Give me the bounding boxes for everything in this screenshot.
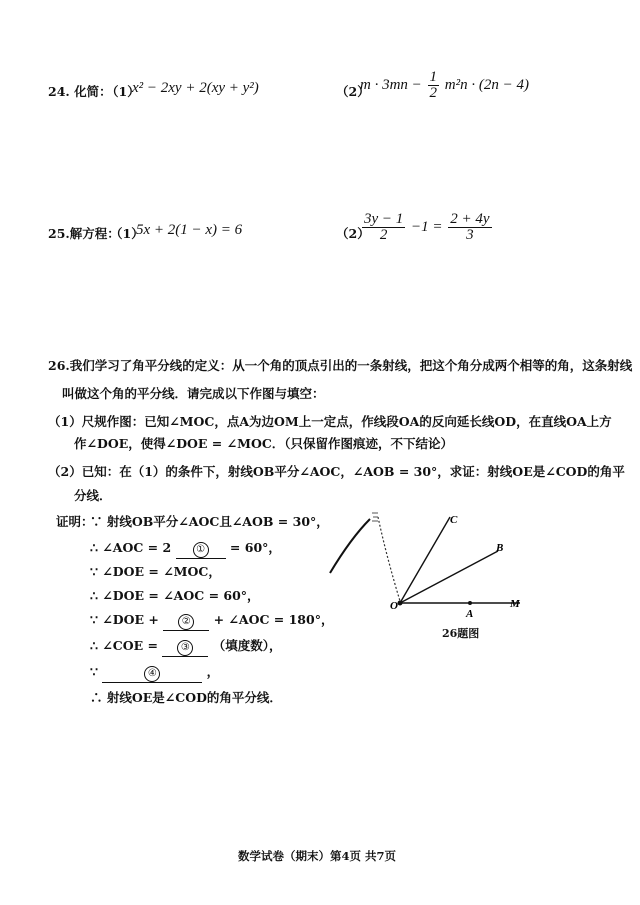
q24-part2-expression <box>360 70 529 101</box>
proof-line-1: ∵ 射线OB平分∠AOC且∠AOB = 30°， <box>90 514 329 529</box>
q24-part2-fraction <box>428 70 440 101</box>
page-footer: 数学试卷（期末）第4页 共7页 <box>238 849 397 863</box>
proof-label: 证明： <box>56 514 94 529</box>
q25-part1-number: （1） <box>110 226 144 241</box>
proof-line-6 <box>90 636 281 657</box>
proof-line-7-a: ∵ <box>90 664 98 679</box>
q24-part2-frac-den: 2 <box>429 85 438 101</box>
q26-intro-line2: 叫做这个角的平分线．请完成以下作图与填空： <box>62 386 325 401</box>
blank-1-marker: ① <box>193 542 209 558</box>
q25-part1-expression: 5x + 2(1 − x) = 6 <box>136 222 243 238</box>
q25-frac-left-num: 3y − 1 <box>364 211 404 227</box>
proof-line-3: ∵ ∠DOE = ∠MOC， <box>90 564 221 579</box>
label-M: M <box>510 598 520 610</box>
construction-mark <box>372 513 378 521</box>
q26-part1-line1: （1）尺规作图：已知∠MOC，点A为边OM上一定点，作线段OA的反向延长线OD，在直线OA上方 <box>48 414 612 429</box>
q24-part2-frac-num: 1 <box>429 69 438 85</box>
q26-part1-line2: 作∠DOE，使得∠DOE = ∠MOC．（只保留作图痕迹，不下结论） <box>74 436 454 451</box>
proof-line-4: ∴ ∠DOE = ∠AOC = 60°， <box>90 588 260 603</box>
label-O: O <box>390 600 398 612</box>
q25-part2-expression <box>360 212 494 243</box>
proof-line-2-a: ∴ ∠AOC = 2 <box>90 540 172 555</box>
q26-part2-line2: 分线． <box>74 488 112 503</box>
q25-part2-middle: −1 = <box>411 218 443 235</box>
figure-caption: 26题图 <box>442 627 480 640</box>
q25-fraction-left <box>362 212 405 243</box>
q25-fraction-right <box>448 212 491 243</box>
label-C: C <box>450 514 458 526</box>
blank-3[interactable] <box>162 638 208 657</box>
q24-part2-expr-b: m²n · (2n − 4) <box>444 76 529 93</box>
blank-3-marker: ③ <box>177 640 193 656</box>
proof-line-6-a: ∴ ∠COE = <box>90 638 158 653</box>
q24-part1-number: （1） <box>106 84 140 99</box>
q25-frac-right-num: 2 + 4y <box>450 211 490 227</box>
q24-part1-expression: x² − 2xy + 2(xy + y²) <box>132 80 259 96</box>
proof-line-8: ∴ 射线OE是∠COD的角平分线． <box>90 690 282 705</box>
blank-2[interactable] <box>163 612 209 631</box>
construction-arc <box>330 519 370 573</box>
q24-part2-number: （2） <box>336 84 370 99</box>
blank-2-marker: ② <box>178 614 194 630</box>
q26-intro-line1: 26.我们学习了角平分线的定义：从一个角的顶点引出的一条射线，把这个角分成两个相等的角，这条射线 <box>48 358 633 373</box>
blank-4[interactable] <box>102 664 202 683</box>
q25-part2-number: （2） <box>336 226 370 241</box>
proof-line-5 <box>90 610 333 631</box>
proof-line-5-a: ∵ ∠DOE + <box>90 612 159 627</box>
proof-line-2-b: = 60°， <box>229 540 281 555</box>
q24-label: 24. 化简： <box>48 84 112 99</box>
blank-4-marker: ④ <box>144 666 160 682</box>
label-A: A <box>466 608 474 620</box>
q25-label: 25.解方程： <box>48 226 120 241</box>
proof-line-7-b: ， <box>206 664 220 679</box>
q25-frac-right-den: 3 <box>466 227 474 243</box>
blank-1[interactable] <box>176 540 226 559</box>
construction-trace <box>378 517 400 601</box>
q26-part2-line1: （2）已知：在（1）的条件下，射线OB平分∠AOC，∠AOB = 30°，求证：射线OE是∠COD的角平 <box>48 464 625 479</box>
q25-frac-left-den: 2 <box>379 227 388 243</box>
point-A <box>468 601 472 605</box>
proof-line-6-b: （填度数）， <box>212 638 282 653</box>
proof-line-5-b: + ∠AOC = 180°， <box>213 612 334 627</box>
point-O <box>398 601 403 606</box>
proof-line-7 <box>90 662 219 683</box>
proof-line-2 <box>90 538 281 559</box>
q24-part2-expr-a: m · 3mn − <box>360 76 422 93</box>
figure-26 <box>320 505 530 645</box>
label-B: B <box>496 542 504 554</box>
